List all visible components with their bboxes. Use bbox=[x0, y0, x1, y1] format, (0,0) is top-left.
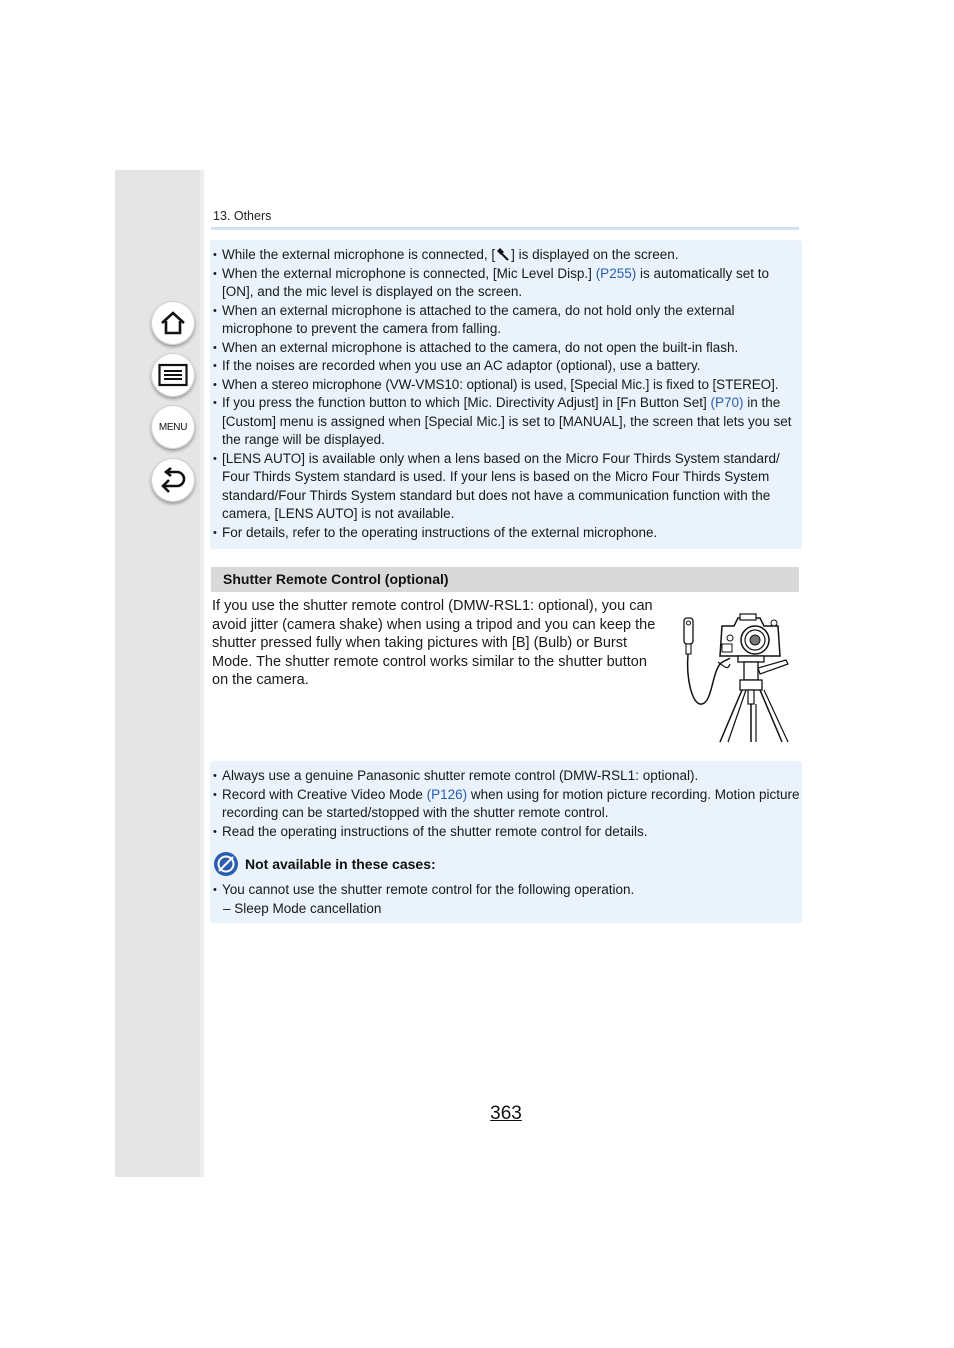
list-item: • If the noises are recorded when you use an AC adaptor (optional), use a battery. bbox=[212, 357, 800, 376]
list-item: • When an external microphone is attached to the camera, do not open the built-in flash. bbox=[212, 339, 800, 358]
microphone-notes-list bbox=[212, 246, 800, 542]
not-available-heading: Not available in these cases: bbox=[213, 851, 799, 877]
microphone-icon bbox=[496, 247, 510, 261]
section-title: Shutter Remote Control (optional) bbox=[223, 571, 449, 587]
list-item: • If you press the function button to which [Mic. Directivity Adjust] in [Fn Button Set] (P70) in the [Custom] menu is assigned when [Special Mic.] is set to [MANUAL], the screen that lets you set the range will be displayed. bbox=[212, 394, 800, 450]
intro-paragraph: If you use the shutter remote control (DMW-RSL1: optional), you can avoid jitter (camera shake) when using a tripod and you can keep the shutter pressed fully when taking pictures with [B] (Bulb) or Burst Mode. The shutter remote control works similar to the shutter button on the camera. bbox=[212, 598, 656, 689]
page-link[interactable]: (P126) bbox=[426, 786, 468, 802]
back-arrow-icon bbox=[159, 467, 187, 493]
microphone-notes-box bbox=[210, 240, 802, 549]
chapter-header: 13. Others bbox=[213, 209, 272, 223]
not-available-section bbox=[213, 851, 799, 918]
menu-button[interactable] bbox=[151, 405, 195, 449]
header-rule bbox=[211, 227, 799, 230]
list-item: • Record with Creative Video Mode (P126) when using for motion picture recording. Motion picture recording can be started/stopped with the shutter remote control. bbox=[212, 786, 800, 823]
sidebar-edge bbox=[200, 170, 204, 1177]
list-item: • [LENS AUTO] is available only when a lens based on the Micro Four Thirds System standard/ Four Thirds System standard is used. If your lens is based on the Micro Four Thirds System standard/Four Thirds System standard but does not have a communication function with the camera, [LENS AUTO] is not available. bbox=[212, 450, 800, 524]
contents-button[interactable] bbox=[151, 353, 195, 397]
not-available-list bbox=[213, 881, 799, 900]
menu-label: MENU bbox=[158, 421, 188, 433]
page-number: 363 bbox=[490, 1103, 522, 1124]
section-header-bar bbox=[211, 567, 799, 592]
list-item: • You cannot use the shutter remote control for the following operation. bbox=[212, 881, 799, 900]
remote-notes-list bbox=[212, 767, 800, 841]
sub-item: – Sleep Mode cancellation bbox=[223, 900, 382, 916]
list-icon bbox=[158, 363, 188, 387]
list-item: • When a stereo microphone (VW-VMS10: optional) is used, [Special Mic.] is fixed to [STEREO]. bbox=[212, 376, 800, 395]
list-item: • Read the operating instructions of the shutter remote control for details. bbox=[212, 823, 800, 842]
home-button[interactable] bbox=[151, 301, 195, 345]
list-item: • Always use a genuine Panasonic shutter remote control (DMW-RSL1: optional). bbox=[212, 767, 800, 786]
remote-notes-box bbox=[210, 761, 802, 923]
list-item: • For details, refer to the operating instructions of the external microphone. bbox=[212, 524, 800, 543]
list-item: • While the external microphone is connected, [ ] is displayed on the screen. bbox=[212, 246, 800, 265]
home-icon bbox=[159, 309, 187, 337]
list-item: • When an external microphone is attached to the camera, do not hold only the external microphone to prevent the camera from falling. bbox=[212, 302, 800, 339]
list-item: • When the external microphone is connected, [Mic Level Disp.] (P255) is automatically set to [ON], and the mic level is displayed on the screen. bbox=[212, 265, 800, 302]
page-link[interactable]: (P255) bbox=[595, 265, 637, 281]
not-available-icon bbox=[213, 851, 239, 877]
page-link[interactable]: (P70) bbox=[710, 395, 744, 410]
back-button[interactable] bbox=[151, 458, 195, 502]
camera-tripod-remote-illustration bbox=[678, 608, 796, 744]
